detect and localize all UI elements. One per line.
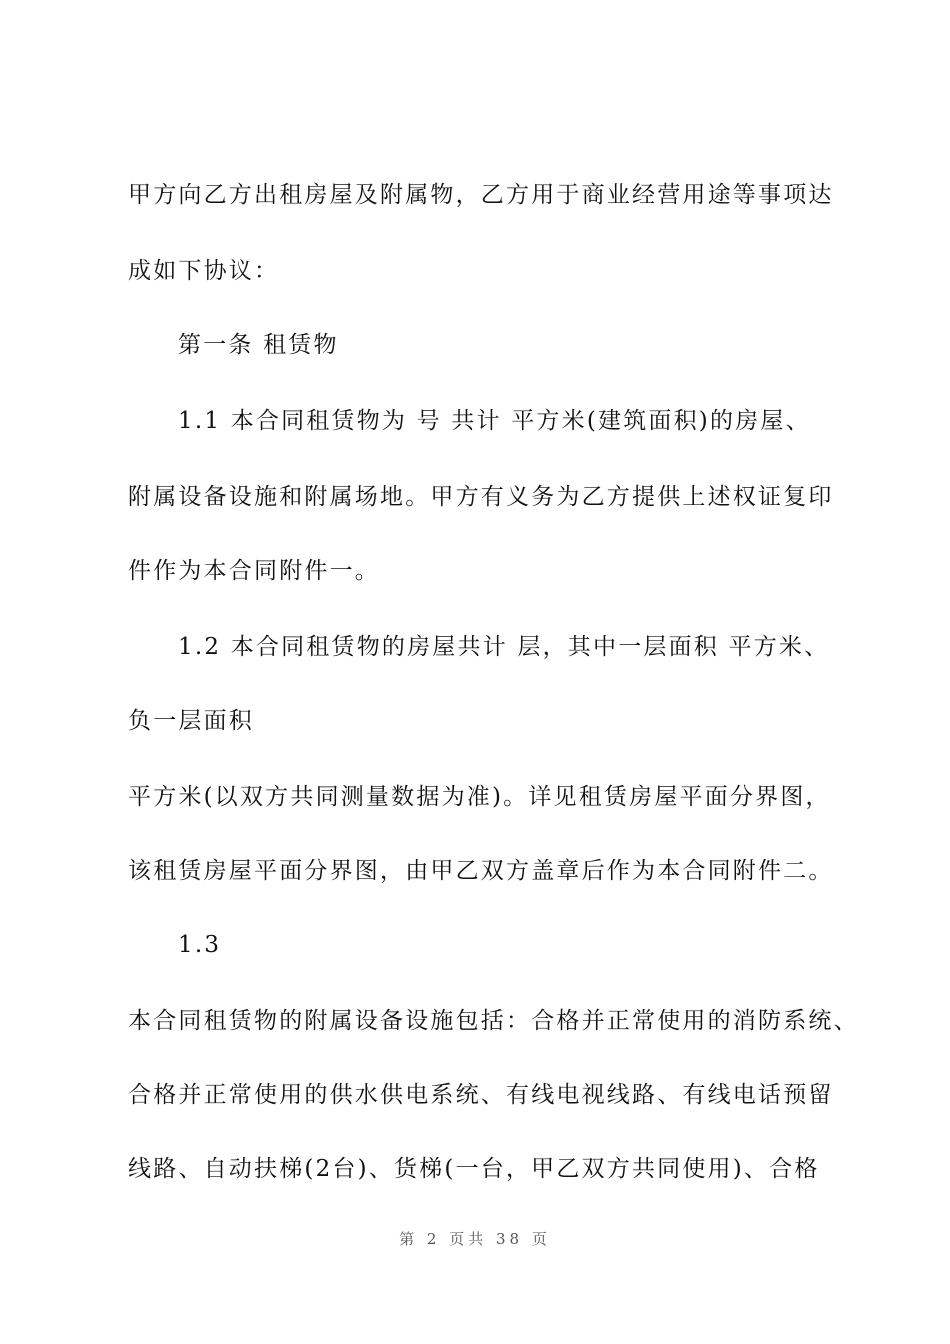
clause-1-3-line-1: 本合同租赁物的附属设备设施包括：合格并正常使用的消防系统、 <box>128 1008 859 1034</box>
article-heading: 第一条 租赁物 <box>178 332 339 358</box>
clause-1-1-line-3: 件作为本合同附件一。 <box>128 558 380 584</box>
clause-1-3-line-2: 合格并正常使用的供水供电系统、有线电视线路、有线电话预留 <box>128 1082 834 1108</box>
page-number-footer: 第 2 页共 38 页 <box>399 1230 551 1248</box>
clause-1-2-line-2: 负一层面积 <box>128 708 254 734</box>
clause-1-1-line-1: 1.1 本合同租赁物为 号 共计 平方米(建筑面积)的房屋、 <box>178 408 811 434</box>
clause-1-3-number: 1.3 <box>178 932 222 958</box>
clause-1-3-line-3: 线路、自动扶梯(2台)、货梯(一台，甲乙双方共同使用)、合格 <box>128 1156 820 1182</box>
clause-1-1-line-2: 附属设备设施和附属场地。甲方有义务为乙方提供上述权证复印 <box>128 484 834 510</box>
paragraph-line-2: 成如下协议： <box>128 258 280 284</box>
paragraph-line-1: 甲方向乙方出租房屋及附属物，乙方用于商业经营用途等事项达 <box>128 182 834 208</box>
clause-1-2-line-1: 1.2 本合同租赁物的房屋共计 层，其中一层面积 平方米、 <box>178 634 830 660</box>
clause-1-2-line-4: 该租赁房屋平面分界图，由甲乙双方盖章后作为本合同附件二。 <box>128 858 834 884</box>
clause-1-2-line-3: 平方米(以双方共同测量数据为准)。详见租赁房屋平面分界图， <box>128 784 831 810</box>
